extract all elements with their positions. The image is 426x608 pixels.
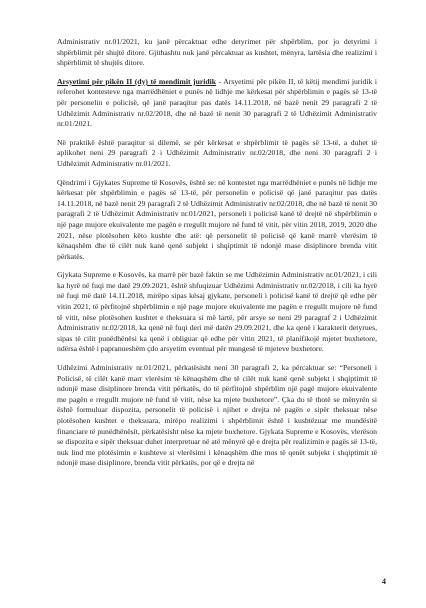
paragraph-1: Administrativ nr.01/2021, ku janë përcaktuar edhe detyrimet për shpërblim, por jo detyrimi i shpërblimit për shujtë ditore. Gjithashtu nuk janë përcaktuar as kushtet, mënyra, lartësia dhe realizimi i shpërblimit të shujtës ditore. (57, 37, 377, 68)
paragraph-4: Gjykata Supreme e Kosovës, ka marrë për bazë faktin se me Udhëzimin Administrativ nr.01/2021, i cili ka hyrë në fuqi me datë 29.09.2021, është shfuqizuar Udhëzimi Administrativ nr.02/2018, i cili ka hyrë në fuqi më datë 14.11.2018, mirëpo sipas kësaj gjykate, personeli i policisë kanë të drejtë që edhe për vitin 2021, të përfitojnë shpërblimin e një page mujore ekuivalente me pagën e rregullt mujore në fund të vitit, nëse plotësohen kushtet e theksuara si më lartë, për arsye se neni 29 paragraf 2 i Udhëzimit Administrativ nr.02/2018, ka qenë në fuqi deri më datën 29.09.2021, dhe ka qenë i karakterit detyrues, sipas të cilit punëdhënësi ka qenë i obliguar që edhe për vitin 2021, të planifikojë mjetet buxhetore, ndërsa është i papranueshëm çdo arsyetim eventual për mungesë të mjeteve buxhetore. (57, 270, 377, 354)
section-heading: Arsyetimi për pikën II (dy) të mendimit juridik (57, 76, 217, 86)
page-number: 4 (382, 577, 386, 586)
section-text: - Arsyetimi për pikën II, të këtij mendimi juridik i referohet kontesteve nga marrëdhëniet e punës në lidhje me kërkesat për shpërblimin e pagës së 13-të për personelin e policisë, që janë paraqitur pas datës 14.11.2018, në bazë nenit 29 paragrafi 2 të Udhëzimit Administrativ nr.02/2018, dhe në bazë të nenit 30 paragrafi 2 të Udhëzimit Administrativ nr.01/2021. (57, 76, 377, 129)
paragraph-2: Në praktikë është paraqitur si dilemë, se për kërkesat e shpërblimit të pagës së 13-të, a duhet të aplikohet neni 29 paragrafi 2 i Udhëzimit Administrativ nr.02/2018, dhe neni 30 paragrafi 2 i Udhëzimit Administrativ nr.01/2021. (57, 137, 377, 168)
paragraph-section-reasoning (57, 77, 377, 130)
paragraph-5: Udhëzimi Administrativ nr.01/2021, përkatësisht neni 30 paragrafi 2, ka përcaktuar se: “Personeli i Policisë, të cilët kanë marr vlerësim të kënaqshëm dhe të cilët nuk kanë qenë subjekt i shqiptimit të ndonjë mase disiplinore brenda vitit përkatës, do të përfitojnë shpërblim një pagë mujore ekuivalente me pagën e rregullt mujore në fund të vitit, nëse ka mjete buxhetore”. Çka do të thotë se mënyrën si është formuluar dispozita, personelit të policisë i njihet e drejta në pagën e sipër theksuar nëse plotësohen kushtet e theksuara, mirëpo realizimi i shpërblimit është i kushtëzuar me mundësitë financiare të punëdhënësit, përkatësisht nëse ka mjete buxhetore. Gjykata Supreme e Kosovës, vlerëson se dispozita e sipër theksuar duhet interpretuar në atë mënyrë që e drejta për realizimin e pagës së 13-të, nuk lind me plotësimin e kushteve si vlerësimi i kënaqshëm dhe mos të qenët subjekt i shqiptimit të ndonjë mase disiplinore, brenda vitit përkatës, por që e drejta në (57, 363, 377, 468)
paragraph-3: Qëndrimi i Gjykates Supreme të Kosovës, është se: në kontestet nga marrëdhëniet e punës në lidhje me kërkesat për shpërblimin e pagës së 13-të, për personelin e policisë që janë paraqitur pas datës 14.11.2018, në bazë nenit 29 paragrafi 2 të Udhëzimit Administrativ nr.02/2018, dhe në bazë të nenit 30 paragrafi 2 të Udhëzimit Administrativ nr.01/2021, personeli i policisë kanë të drejtë në shpërblimin e një page mujore ekuivalente me pagën e rregullt mujore në fund të vitit, për vitin 2018, 2019, 2020 dhe 2021, nëse plotësohen këto kushte dhe atë: që personelit të policisë që kanë marrë vlerësim të kënaqshëm dhe të cilët nuk kanë qenë subjekt i shqiptimit të ndonjë mase disiplinore brenda vitit përkatës. (57, 177, 377, 261)
page-body (57, 37, 377, 477)
